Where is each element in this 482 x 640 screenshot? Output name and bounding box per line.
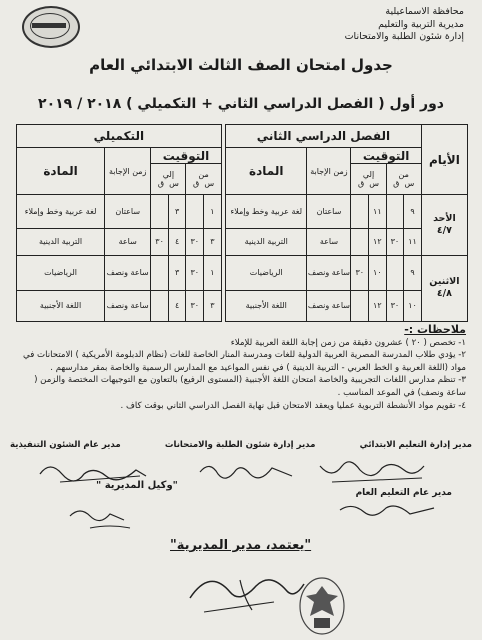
from-hour-cell: ١ — [204, 255, 222, 290]
table-row — [17, 228, 468, 255]
term2-from-header: من س ق — [386, 164, 421, 195]
note-item: ١- تخصص ( ٢٠ ) عشرون دقيقة من زمن إجابة اللغة العربية للإملاء — [230, 337, 466, 348]
table-row — [17, 195, 468, 228]
table-row — [17, 255, 468, 290]
to-hour-cell: ١٠ — [369, 255, 387, 290]
supp-duration-header: زمن الإجابة — [105, 147, 151, 195]
supp-timing-header: التوقيت — [151, 147, 221, 164]
note-item: ٤- تقويم مواد الأنشطة التربوية عمليا ويعقد الامتحان قبل نهاية الفصل الدراسي الثاني بوقت كاف . — [120, 400, 466, 411]
term2-subject-header: المادة — [226, 147, 307, 195]
deputy-title: "وكيل المديرية " — [96, 480, 178, 491]
duration-cell: ساعتان — [105, 195, 151, 228]
from-hour-cell: ١٠ — [404, 290, 422, 321]
from-hour-cell: ٩ — [404, 255, 422, 290]
from-minute-cell: ٣٠ — [186, 255, 204, 290]
governorate-line: محافظة الاسماعيلية — [385, 6, 464, 17]
from-hour-cell: ٣ — [204, 290, 222, 321]
from-minute-cell: ٣٠ — [186, 228, 204, 255]
from-hour-cell: ١١ — [404, 228, 422, 255]
document-title: جدول امتحان الصف الثالث الابتدائي العام — [89, 56, 393, 74]
schedule-table — [16, 124, 468, 322]
subject-cell: التربية الدينية — [226, 228, 307, 255]
from-minute-cell — [386, 255, 404, 290]
supp-subject-header: المادة — [17, 147, 105, 195]
to-hour-cell: ٤ — [168, 228, 186, 255]
to-hour-cell: ١٢ — [369, 228, 387, 255]
table-row — [17, 290, 468, 321]
to-minute-cell: ٣٠ — [351, 255, 369, 290]
day-cell: الأحد ٤/٧ — [421, 195, 467, 255]
note-item: ٢- يؤدي طلاب المدرسة المصرية العربية الدولية للغات ومدرسة المنار الخاصة للغات (نظام الدبلومة الأمريكية ) الامتحانات في مواد (اللغة العربية و الخط العربي - التربية الدينية ) في نفس المواعيد مع المدارس الرسمية والخاصة بمقر مدارسهم . — [23, 350, 466, 373]
approved-stamp: "يعتمد، مدير المديرية" — [170, 538, 312, 553]
to-hour-cell: ٣ — [168, 195, 186, 228]
notes-title: ملاحظات :- — [404, 323, 466, 336]
from-hour-cell: ٣ — [204, 228, 222, 255]
subject-cell: اللغة الأجنبية — [17, 290, 105, 321]
to-hour-cell: ٤ — [168, 290, 186, 321]
subject-cell: الرياضيات — [226, 255, 307, 290]
subject-cell: لغة عربية وخط وإملاء — [226, 195, 307, 228]
to-minute-cell — [351, 290, 369, 321]
to-hour-cell: ١١ — [369, 195, 387, 228]
duration-cell: ساعة — [105, 228, 151, 255]
issuer-header — [345, 6, 464, 44]
from-minute-cell: ٣٠ — [386, 290, 404, 321]
subject-cell: التربية الدينية — [17, 228, 105, 255]
supp-section-header: التكميلي — [17, 125, 222, 148]
term2-to-header: إلي س ق — [351, 164, 386, 195]
from-minute-cell: ٣٠ — [386, 228, 404, 255]
eagle-emblem-icon — [298, 576, 346, 636]
term2-section-header: الفصل الدراسي الثاني — [226, 125, 422, 148]
to-minute-cell — [151, 195, 169, 228]
from-hour-cell: ١ — [204, 195, 222, 228]
note-item: ٣- تنظم مدارس اللغات التجريبية والخاصة امتحان اللغة الأجنبية (المستوى الرفيع) بالتعاون مع التوجيهات المختصة والزمن ( ساعة ونصف) في الموعد المناسب . — [34, 375, 466, 398]
duration-cell: ساعة ونصف — [105, 290, 151, 321]
duration-cell: ساعة ونصف — [307, 290, 351, 321]
subject-cell: اللغة الأجنبية — [226, 290, 307, 321]
executive-director-title: مدير عام الشئون التنفيذية — [10, 440, 121, 450]
duration-cell: ساعة — [307, 228, 351, 255]
notes-section — [14, 324, 466, 412]
supp-to-header: إلي س ق — [151, 164, 186, 195]
from-minute-cell: ٣٠ — [186, 290, 204, 321]
supp-from-header: من س ق — [186, 164, 221, 195]
from-hour-cell: ٩ — [404, 195, 422, 228]
term2-duration-header: زمن الإجابة — [307, 147, 351, 195]
handwritten-signatures — [20, 452, 460, 492]
term2-timing-header: التوقيت — [351, 147, 421, 164]
subject-cell: الرياضيات — [17, 255, 105, 290]
to-hour-cell: ١٢ — [369, 290, 387, 321]
duration-cell: ساعتان — [307, 195, 351, 228]
to-minute-cell — [151, 290, 169, 321]
subject-cell: لغة عربية وخط وإملاء — [17, 195, 105, 228]
approval-signature — [180, 558, 310, 620]
days-header: الأيام — [421, 125, 467, 195]
document-subtitle: دور أول ( الفصل الدراسي الثاني + التكميلي ) ٢٠١٨ / ٢٠١٩ — [38, 96, 444, 112]
directorate-line: مديرية التربية والتعليم — [378, 18, 464, 30]
to-minute-cell: ٣٠ — [151, 228, 169, 255]
handwritten-signatures — [60, 494, 460, 534]
primary-ed-director-title: مدير إدارة التعليم الابتدائي — [359, 440, 472, 450]
duration-cell: ساعة ونصف — [105, 255, 151, 290]
department-line: إدارة شئون الطلبة والامتحانات — [344, 31, 464, 42]
general-ed-director-title: مدير عام التعليم العام — [355, 488, 452, 498]
ministry-seal-icon — [22, 6, 80, 48]
signature-titles-row — [10, 440, 472, 450]
duration-cell: ساعة ونصف — [307, 255, 351, 290]
to-minute-cell — [351, 195, 369, 228]
from-minute-cell — [386, 195, 404, 228]
from-minute-cell — [186, 195, 204, 228]
to-minute-cell — [151, 255, 169, 290]
to-minute-cell — [351, 228, 369, 255]
exams-director-title: مدير إدارة شئون الطلبة والامتحانات — [164, 440, 316, 450]
to-hour-cell: ٣ — [168, 255, 186, 290]
day-cell: الاثنين ٤/٨ — [421, 255, 467, 321]
